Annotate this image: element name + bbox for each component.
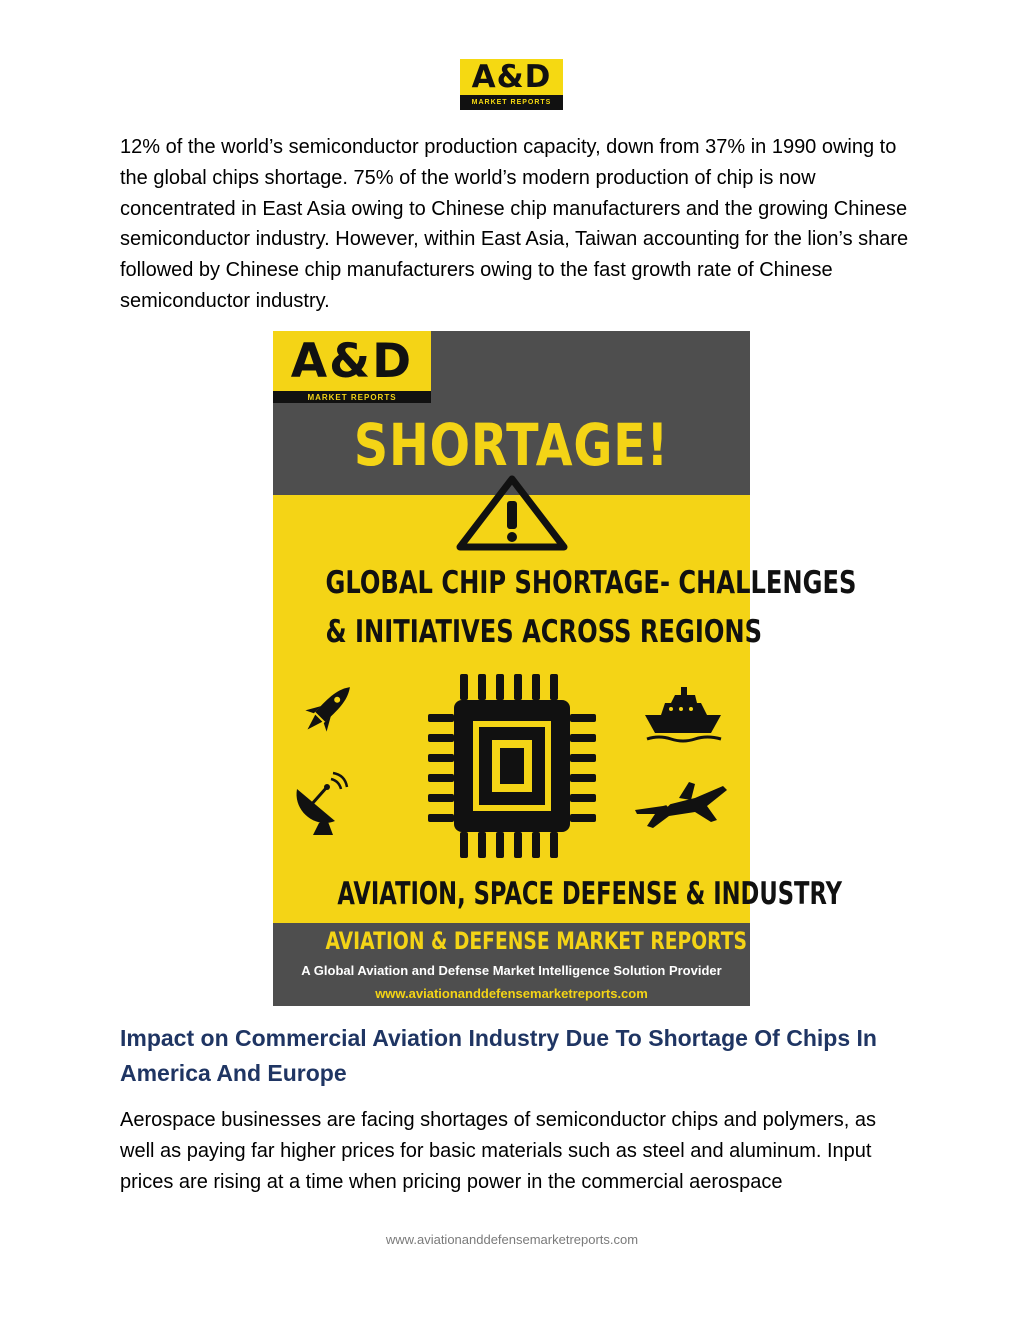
body-paragraph-1: 12% of the world’s semiconductor production capacity, down from 37% in 1990 owing to the global chips shortage. 75% of the world’s modern production of chip is now concentrated in East Asia owing to Chinese chip manufacturers and the growing Chinese semiconductor industry. However, within East Asia, Taiwan accounting for the lion’s share followed by Chinese chip manufacturers owing to the fast growth rate of Chinese semiconductor industry.: [120, 136, 909, 312]
header-logo-main: A&D: [460, 59, 563, 95]
warning-icon: [454, 473, 570, 553]
chip-shortage-poster: [273, 331, 857, 1006]
chip-icon: [426, 670, 598, 862]
poster-logo-sub: MARKET REPORTS: [273, 391, 431, 403]
rocket-icon: [295, 676, 361, 742]
poster-brand: AVIATION & DEFENSE MARKET REPORTS: [325, 927, 747, 955]
poster-title-line-2: & INITIATIVES ACROSS REGIONS: [325, 614, 763, 650]
header-logo-sub: MARKET REPORTS: [460, 95, 563, 110]
poster-logo: [273, 331, 431, 403]
poster-logo-main: A&D: [273, 331, 431, 391]
body-paragraph-2: Aerospace businesses are facing shortages of semiconductor chips and polymers, as well as paying far higher prices for basic materials such as steel and aluminum. Input prices are rising at a time when pricing power in the commercial aerospace: [120, 1109, 876, 1193]
section-heading: Impact on Commercial Aviation Industry Due To Shortage Of Chips In America And Europe: [120, 1025, 877, 1086]
poster-bottom-title: AVIATION, SPACE DEFENSE & INDUSTRY: [337, 876, 843, 912]
satellite-dish-icon: [289, 771, 351, 837]
poster-headline: SHORTAGE!: [353, 411, 670, 479]
ship-icon: [641, 685, 725, 745]
poster-title: [273, 559, 857, 657]
poster-url: www.aviationanddefensemarketreports.com: [375, 986, 648, 1001]
footer-url[interactable]: www.aviationanddefensemarketreports.com: [385, 1232, 639, 1247]
poster-title-line-1: GLOBAL CHIP SHORTAGE- CHALLENGES: [325, 565, 857, 601]
fighter-jet-icon: [633, 776, 729, 834]
header-logo: [460, 59, 563, 110]
poster-tagline: A Global Aviation and Defense Market Intelligence Solution Provider: [301, 963, 722, 978]
